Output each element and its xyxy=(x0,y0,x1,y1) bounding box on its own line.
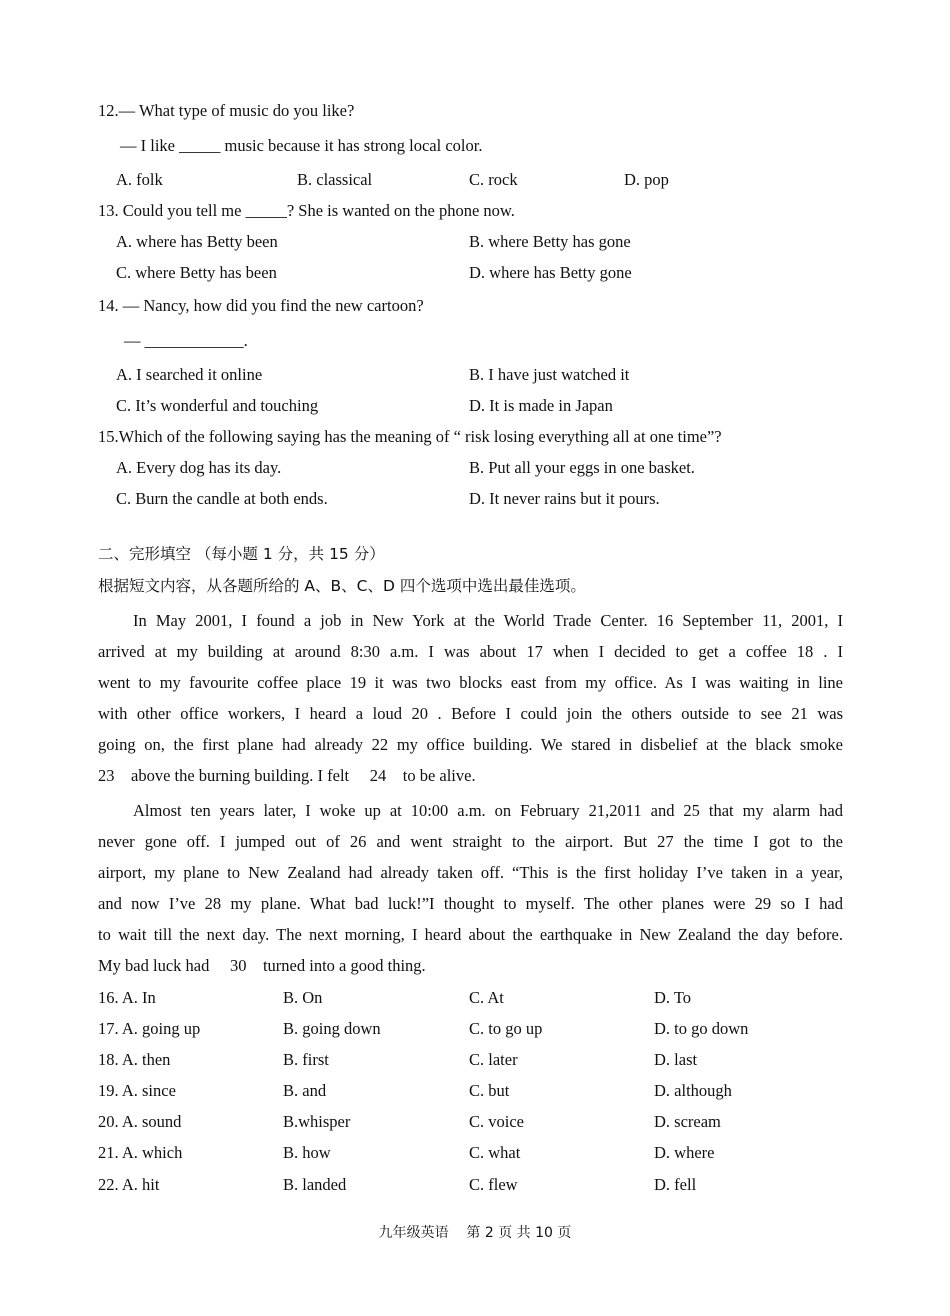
q15-option-c: C. Burn the candle at both ends. xyxy=(116,489,328,508)
q14-stem: 14. — Nancy, how did you find the new cartoon? xyxy=(98,296,424,315)
q12-option-c: C. rock xyxy=(469,170,518,189)
q14-option-c: C. It’s wonderful and touching xyxy=(116,396,319,415)
passage-p1-line-2: arrived at my building at around 8:30 a.m. I was about 17 when I decided to get a coffee 18 . I xyxy=(98,642,843,661)
q17-option-b: B. going down xyxy=(283,1019,381,1038)
q16-option-d: D. To xyxy=(654,988,692,1007)
passage-p2-line-3: airport, my plane to New Zealand had already taken off. “This is the first holiday I’ve taken in a year, xyxy=(98,863,843,882)
q16-option-b: B. On xyxy=(283,988,323,1007)
q21-option-b: B. how xyxy=(283,1143,331,1162)
q12-stem: 12.— What type of music do you like? xyxy=(98,101,355,120)
q18-option-d: D. last xyxy=(654,1050,698,1069)
q22-option-d: D. fell xyxy=(654,1175,697,1194)
q17-option-d: D. to go down xyxy=(654,1019,749,1038)
passage-p2-line-5: to wait till the next day. The next morning, I heard about the earthquake in New Zealand the day before. xyxy=(98,925,843,944)
q14-option-d: D. It is made in Japan xyxy=(469,396,613,415)
page-footer: 九年级英语 第 2 页 共 10 页 xyxy=(378,1225,572,1241)
q13-option-b: B. where Betty has gone xyxy=(469,232,631,251)
passage-p1-line-1: In May 2001, I found a job in New York at the World Trade Center. 16 September 11, 2001, I xyxy=(133,611,843,630)
q19-option-d: D. although xyxy=(654,1081,732,1100)
q19-option-a: 19. A. since xyxy=(98,1081,176,1100)
q12-option-a: A. folk xyxy=(116,170,163,189)
q13-option-d: D. where has Betty gone xyxy=(469,263,632,282)
q20-option-d: D. scream xyxy=(654,1112,721,1131)
passage-p1-line-4: with other office workers, I heard a loud 20 . Before I could join the others outside to see 21 was xyxy=(98,704,843,723)
passage-p1-line-6: 23 above the burning building. I felt 24 to be alive. xyxy=(98,766,476,785)
q18-option-c: C. later xyxy=(469,1050,518,1069)
q20-option-c: C. voice xyxy=(469,1112,524,1131)
q16-option-a: 16. A. In xyxy=(98,988,156,1007)
passage-p2-line-6: My bad luck had 30 turned into a good thing. xyxy=(98,956,426,975)
q22-option-c: C. flew xyxy=(469,1175,518,1194)
q12-reply: — I like _____ music because it has strong local color. xyxy=(120,136,483,155)
q13-stem: 13. Could you tell me _____? She is wanted on the phone now. xyxy=(98,201,515,220)
q17-option-c: C. to go up xyxy=(469,1019,543,1038)
passage-p2-line-2: never gone off. I jumped out of 26 and went straight to the airport. But 27 the time I got to the xyxy=(98,832,843,851)
q16-option-c: C. At xyxy=(469,988,504,1007)
q15-option-b: B. Put all your eggs in one basket. xyxy=(469,458,695,477)
q15-option-a: A. Every dog has its day. xyxy=(116,458,282,477)
passage-p2-line-4: and now I’ve 28 my plane. What bad luck!”I thought to myself. The other planes were 29 so I had xyxy=(98,894,843,913)
q18-option-b: B. first xyxy=(283,1050,329,1069)
q14-option-b: B. I have just watched it xyxy=(469,365,630,384)
q21-option-d: D. where xyxy=(654,1143,715,1162)
q21-option-c: C. what xyxy=(469,1143,521,1162)
q13-option-c: C. where Betty has been xyxy=(116,263,277,282)
q15-stem: 15.Which of the following saying has the meaning of “ risk losing everything all at one time”? xyxy=(98,427,722,446)
q17-option-a: 17. A. going up xyxy=(98,1019,201,1038)
section-title: 二、完形填空 （每小题 1 分，共 15 分） xyxy=(98,545,385,563)
q18-option-a: 18. A. then xyxy=(98,1050,171,1069)
q15-option-d: D. It never rains but it pours. xyxy=(469,489,660,508)
q14-reply: — ____________. xyxy=(124,331,248,350)
passage-p2-line-1: Almost ten years later, I woke up at 10:00 a.m. on February 21,2011 and 25 that my alarm had xyxy=(133,801,843,820)
q14-option-a: A. I searched it online xyxy=(116,365,263,384)
q22-option-a: 22. A. hit xyxy=(98,1175,160,1194)
q20-option-a: 20. A. sound xyxy=(98,1112,182,1131)
q21-option-a: 21. A. which xyxy=(98,1143,183,1162)
q19-option-b: B. and xyxy=(283,1081,327,1100)
q19-option-c: C. but xyxy=(469,1081,510,1100)
passage-p1-line-3: went to my favourite coffee place 19 it was two blocks east from my office. As I was waiting in line xyxy=(98,673,843,692)
q13-option-a: A. where has Betty been xyxy=(116,232,278,251)
passage-p1-line-5: going on, the first plane had already 22 my office building. We stared in disbelief at the black smoke xyxy=(98,735,843,754)
q22-option-b: B. landed xyxy=(283,1175,347,1194)
section-instruction: 根据短文内容，从各题所给的 A、B、C、D 四个选项中选出最佳选项。 xyxy=(98,577,586,595)
q20-option-b: B.whisper xyxy=(283,1112,351,1131)
q12-option-b: B. classical xyxy=(297,170,373,189)
q12-option-d: D. pop xyxy=(624,170,669,189)
